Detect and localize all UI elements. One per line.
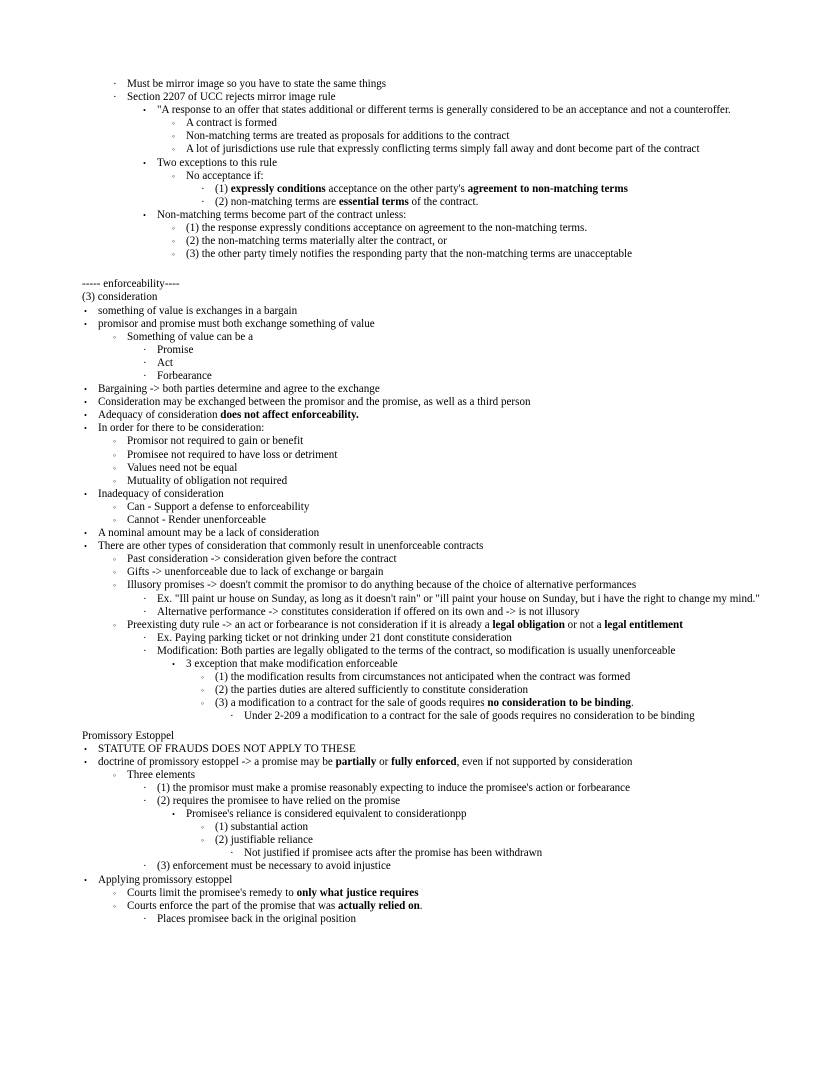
- bullet-disc-icon: •: [84, 318, 87, 329]
- bullet-circle-icon: ◦: [113, 619, 117, 630]
- bullet-disc-icon: •: [84, 528, 87, 539]
- outline-item-text: (1) the modification results from circumstances not anticipated when the contract was formed: [215, 671, 631, 684]
- outline-item: [113, 514, 766, 527]
- outline-item-text: (2) justifiable reliance: [215, 834, 313, 847]
- outline-item-text: A lot of jurisdictions use rule that expressly conflicting terms simply fall away and dont become part of the contract: [186, 143, 700, 156]
- outline-item: [113, 579, 766, 592]
- bullet-dot-icon: ·: [143, 860, 147, 873]
- outline-item-text: (1) the promisor must make a promise reasonably expecting to induce the promisee's action or forbearance: [157, 781, 631, 794]
- outline-item-text: Something of value can be a: [127, 330, 253, 343]
- outline-item-text: Non-matching terms are treated as proposals for additions to the contract: [186, 130, 510, 143]
- outline-item-text: (1) the response expressly conditions acceptance on agreement to the non-matching terms.: [186, 222, 588, 235]
- outline-item: [113, 78, 766, 91]
- outline-item: [84, 488, 766, 501]
- outline-item-text: Modification: Both parties are legally obligated to the terms of the contract, so modification is usually unenforceable: [157, 644, 676, 657]
- bullet-disc-icon: •: [84, 423, 87, 434]
- outline-item-text: (1) substantial action: [215, 821, 309, 834]
- bullet-circle-icon: ◦: [172, 131, 176, 142]
- outline-item-text: Applying promissory estoppel: [98, 873, 233, 886]
- outline-item-text: Three elements: [127, 768, 196, 781]
- outline-item: [230, 710, 766, 723]
- outline-item-text: promisor and promise must both exchange something of value: [98, 317, 375, 330]
- bullet-circle-icon: ◦: [113, 331, 117, 342]
- outline-item: [113, 91, 766, 104]
- outline-item-text: (3) a modification to a contract for the sale of goods requires no consideration to be binding.: [215, 697, 634, 710]
- outline-item-text: STATUTE OF FRAUDS DOES NOT APPLY TO THESE: [98, 742, 356, 755]
- bullet-circle-icon: ◦: [113, 567, 117, 578]
- bullet-circle-icon: ◦: [113, 580, 117, 591]
- outline-item-text: Under 2-209 a modification to a contract for the sale of goods requires no consideration to be binding: [244, 710, 695, 723]
- outline-section-mirror-image-section: [82, 78, 766, 261]
- bullet-circle-icon: ◦: [201, 698, 205, 709]
- outline-item: [113, 475, 766, 488]
- bullet-circle-icon: ◦: [201, 822, 205, 833]
- outline-item: [172, 170, 766, 183]
- outline-item: [172, 808, 766, 821]
- outline-body: [82, 78, 766, 926]
- outline-item: [143, 782, 766, 795]
- outline-item-text: 3 exception that make modification enforceable: [186, 658, 398, 671]
- outline-item-text: (1) expressly conditions acceptance on the other party's agreement to non-matching terms: [215, 182, 628, 195]
- outline-item: [84, 318, 766, 331]
- outline-section-promissory-estoppel-section: [82, 730, 766, 926]
- bullet-circle-icon: ◦: [113, 900, 117, 911]
- outline-item-text: Preexisting duty rule -> an act or forbearance is not consideration if it is already a legal obligation or not a legal entitlement: [127, 618, 683, 631]
- outline-item: [113, 462, 766, 475]
- bullet-circle-icon: ◦: [113, 887, 117, 898]
- bullet-dot-icon: ·: [201, 182, 205, 195]
- outline-item: [84, 540, 766, 553]
- outline-item-text: Must be mirror image so you have to state the same things: [127, 78, 387, 90]
- outline-item-text: (2) the non-matching terms materially alter the contract, or: [186, 235, 447, 248]
- outline-item-text: Can - Support a defense to enforceability: [127, 500, 310, 513]
- outline-item: [113, 331, 766, 344]
- bullet-disc-icon: •: [84, 874, 87, 885]
- outline-item-text: (2) non-matching terms are essential terms of the contract.: [215, 195, 479, 208]
- outline-item-text: A nominal amount may be a lack of consideration: [98, 527, 320, 540]
- outline-item: [113, 553, 766, 566]
- outline-item-text: Act: [157, 356, 174, 369]
- bullet-disc-icon: •: [84, 305, 87, 316]
- bullet-dot-icon: ·: [143, 912, 147, 925]
- bullet-circle-icon: ◦: [172, 249, 176, 260]
- outline-item-text: Adequacy of consideration does not affect enforceability.: [98, 409, 359, 422]
- outline-heading: [82, 730, 766, 743]
- outline-item: [201, 834, 766, 847]
- outline-item-text: "A response to an offer that states additional or different terms is generally considered to be an acceptance and not a counteroffer.: [157, 104, 731, 117]
- outline-item-text: (3) consideration: [82, 291, 158, 304]
- outline-item-text: Promissory Estoppel: [82, 729, 175, 742]
- outline-item: [113, 449, 766, 462]
- bullet-dot-icon: ·: [230, 710, 234, 723]
- outline-item: [113, 900, 766, 913]
- bullet-disc-icon: •: [172, 659, 175, 670]
- bullet-circle-icon: ◦: [113, 554, 117, 565]
- outline-item: [201, 196, 766, 209]
- outline-item-text: (3) enforcement must be necessary to avoid injustice: [157, 860, 391, 873]
- outline-item: [201, 697, 766, 710]
- outline-item: [143, 860, 766, 873]
- bullet-circle-icon: ◦: [113, 462, 117, 473]
- bullet-circle-icon: ◦: [201, 685, 205, 696]
- outline-item: [201, 684, 766, 697]
- outline-item: [113, 435, 766, 448]
- outline-item-text: Mutuality of obligation not required: [127, 474, 288, 487]
- bullet-circle-icon: ◦: [113, 515, 117, 525]
- bullet-disc-icon: •: [84, 541, 87, 552]
- bullet-circle-icon: ◦: [113, 436, 117, 447]
- bullet-dot-icon: ·: [143, 631, 147, 644]
- outline-item-text: Promise: [157, 343, 194, 356]
- bullet-dot-icon: ·: [143, 592, 147, 605]
- outline-item: [172, 222, 766, 235]
- outline-heading: [82, 291, 766, 304]
- outline-item-text: There are other types of consideration that commonly result in unenforceable contracts: [98, 540, 484, 553]
- bullet-dot-icon: ·: [143, 644, 147, 657]
- outline-item: [143, 632, 766, 645]
- bullet-circle-icon: ◦: [172, 144, 176, 155]
- outline-item: [172, 143, 766, 156]
- outline-item-text: Consideration may be exchanged between the promisor and the promise, as well as a third person: [98, 396, 531, 409]
- outline-item: [84, 756, 766, 769]
- outline-item: [113, 566, 766, 579]
- bullet-dot-icon: ·: [201, 195, 205, 208]
- bullet-circle-icon: ◦: [113, 449, 117, 460]
- outline-item: [113, 501, 766, 514]
- outline-item-text: Courts limit the promisee's remedy to only what justice requires: [127, 886, 419, 899]
- outline-item: [84, 409, 766, 422]
- outline-item: [84, 396, 766, 409]
- bullet-circle-icon: ◦: [113, 501, 117, 512]
- bullet-dot-icon: ·: [143, 781, 147, 794]
- bullet-disc-icon: •: [84, 384, 87, 395]
- bullet-dot-icon: ·: [143, 343, 147, 356]
- outline-item: [201, 821, 766, 834]
- outline-item-text: Alternative performance -> constitutes consideration if offered on its own and -> is not illusory: [157, 605, 580, 618]
- outline-item: [143, 606, 766, 619]
- outline-item-text: something of value is exchanges in a bargain: [98, 304, 298, 317]
- bullet-disc-icon: •: [172, 809, 175, 820]
- outline-item-text: Section 2207 of UCC rejects mirror image rule: [127, 91, 336, 104]
- outline-section-enforceability-section: [82, 278, 766, 723]
- outline-item: [143, 593, 766, 606]
- outline-item-text: Past consideration -> consideration given before the contract: [127, 553, 397, 566]
- outline-item-text: (3) the other party timely notifies the responding party that the non-matching terms are unacceptable: [186, 248, 633, 261]
- outline-item-text: Illusory promises -> doesn't commit the promisor to do anything because of the choice of alternative performances: [127, 579, 637, 592]
- bullet-dot-icon: ·: [143, 605, 147, 618]
- outline-item-text: ----- enforceability----: [82, 278, 180, 291]
- outline-item: [172, 248, 766, 261]
- outline-item-text: Two exceptions to this rule: [157, 156, 277, 169]
- outline-item: [113, 887, 766, 900]
- outline-item: [84, 874, 766, 887]
- outline-item-text: doctrine of promissory estoppel -> a promise may be partially or fully enforced, even if not supported by consideration: [98, 755, 633, 768]
- outline-item-text: (2) requires the promisee to have relied on the promise: [157, 794, 401, 807]
- bullet-circle-icon: ◦: [172, 223, 176, 234]
- outline-item-text: (2) the parties duties are altered sufficiently to constitute consideration: [215, 684, 529, 697]
- outline-item: [143, 645, 766, 658]
- bullet-dot-icon: ·: [143, 794, 147, 807]
- outline-item: [172, 658, 766, 671]
- outline-item-text: Promisee's reliance is considered equivalent to considerationpp: [186, 808, 467, 821]
- bullet-circle-icon: ◦: [113, 769, 117, 780]
- outline-item: [143, 370, 766, 383]
- outline-item-text: Ex. Paying parking ticket or not drinking under 21 dont constitute consideration: [157, 631, 512, 644]
- outline-item: [143, 209, 766, 222]
- outline-item-text: In order for there to be consideration:: [98, 422, 265, 435]
- outline-item: [230, 847, 766, 860]
- outline-item-text: Promisee not required to have loss or detriment: [127, 448, 338, 461]
- outline-item: [143, 104, 766, 117]
- bullet-dot-icon: ·: [143, 369, 147, 382]
- outline-item-text: Ex. "Ill paint ur house on Sunday, as long as it doesn't rain" or "ill paint your house on Sunday, but i have the right to change my mind.": [157, 592, 760, 605]
- section-spacer: [82, 261, 766, 278]
- outline-item-text: Places promisee back in the original position: [157, 912, 357, 925]
- bullet-circle-icon: ◦: [113, 475, 117, 486]
- bullet-circle-icon: ◦: [201, 835, 205, 846]
- outline-item: [143, 344, 766, 357]
- outline-item-text: Inadequacy of consideration: [98, 487, 224, 500]
- outline-item: [143, 913, 766, 926]
- bullet-disc-icon: •: [143, 105, 146, 116]
- outline-item: [201, 671, 766, 684]
- outline-item-text: Promisor not required to gain or benefit: [127, 435, 304, 448]
- outline-item-text: Forbearance: [157, 369, 212, 382]
- outline-item-text: Not justified if promisee acts after the promise has been withdrawn: [244, 847, 543, 860]
- bullet-dot-icon: ·: [113, 91, 117, 104]
- outline-item: [84, 527, 766, 540]
- outline-item-text: Bargaining -> both parties determine and agree to the exchange: [98, 383, 380, 396]
- outline-item: [143, 357, 766, 370]
- outline-item-text: Courts enforce the part of the promise that was actually relied on.: [127, 899, 423, 912]
- bullet-dot-icon: ·: [143, 356, 147, 369]
- bullet-disc-icon: •: [84, 410, 87, 421]
- outline-item: [84, 383, 766, 396]
- outline-heading: [82, 278, 766, 291]
- outline-item-text: A contract is formed: [186, 117, 277, 130]
- bullet-disc-icon: •: [84, 756, 87, 767]
- outline-item: [172, 130, 766, 143]
- bullet-disc-icon: •: [84, 397, 87, 408]
- outline-item: [113, 619, 766, 632]
- bullet-disc-icon: •: [143, 157, 146, 168]
- outline-item: [84, 422, 766, 435]
- outline-item: [172, 117, 766, 130]
- outline-item-text: Cannot - Render unenforceable: [127, 514, 266, 526]
- outline-item-text: Non-matching terms become part of the contract unless:: [157, 208, 407, 221]
- bullet-circle-icon: ◦: [201, 672, 205, 683]
- outline-item: [143, 795, 766, 808]
- outline-item-text: No acceptance if:: [186, 169, 264, 182]
- bullet-dot-icon: ·: [230, 847, 234, 860]
- bullet-disc-icon: •: [84, 488, 87, 499]
- outline-item: [143, 157, 766, 170]
- outline-item: [172, 235, 766, 248]
- bullet-circle-icon: ◦: [172, 170, 176, 181]
- outline-item: [84, 305, 766, 318]
- outline-item: [201, 183, 766, 196]
- bullet-dot-icon: ·: [113, 78, 117, 90]
- bullet-disc-icon: •: [84, 743, 87, 754]
- outline-item: [84, 743, 766, 756]
- outline-item-text: Values need not be equal: [127, 461, 238, 474]
- bullet-disc-icon: •: [143, 209, 146, 220]
- outline-item-text: Gifts -> unenforceable due to lack of exchange or bargain: [127, 566, 384, 579]
- outline-item: [113, 769, 766, 782]
- bullet-circle-icon: ◦: [172, 236, 176, 247]
- bullet-circle-icon: ◦: [172, 118, 176, 129]
